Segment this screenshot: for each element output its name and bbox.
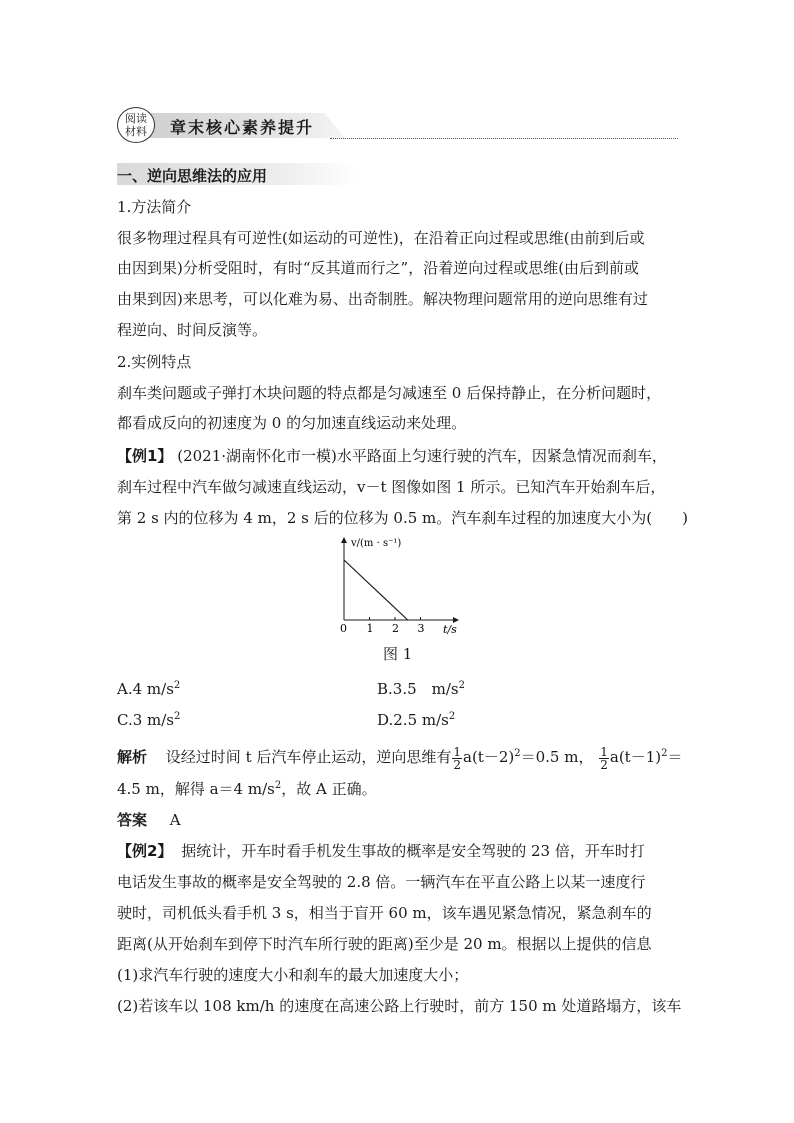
example2-line: 电话发生事故的概率是安全驾驶的 2.8 倍。一辆汽车在平直公路上以某一速度行 — [117, 873, 646, 891]
answer-line — [117, 810, 181, 830]
example1-line2: 刹车过程中汽车做匀减速直线运动，v－t 图像如图 1 所示。已知汽车开始刹车后， — [117, 478, 666, 496]
paragraph-line: 由因到果)分析受阻时，有时“反其道而行之”，沿着逆向过程或思维(由后到前或 — [117, 259, 640, 277]
option-a[interactable]: A.4 $m/s^2$ — [117, 680, 181, 698]
fraction-half: $\frac{1}{2}$ — [600, 744, 608, 772]
example1-line3: 第 2 s 内的位移为 4 m，2 s 后的位移为 0.5 m。汽车刹车过程的加速度大小为( ) — [117, 509, 688, 527]
answer-value: A — [169, 811, 181, 829]
reading-material-badge — [117, 107, 155, 143]
section-title: 一、逆向思维法的应用 — [117, 167, 268, 185]
velocity-line — [344, 560, 408, 620]
answer-label: 答案 — [117, 811, 148, 829]
option-d[interactable]: D.2.5 $m/s^2$ — [377, 711, 456, 729]
page-title: 章末核心素养提升 — [170, 118, 315, 137]
analysis-line1: 解析 设经过时间 t 后汽车停止运动，逆向思维有 $\frac{1}{2}$ $a(t-2)^2=0.5$ m， $\frac{1}{2}$ $a(t-1)^2=$ — [117, 744, 683, 772]
paragraph-line: 很多物理过程具有可逆性(如运动的可逆性)，在沿着正向过程或思维(由前到后或 — [117, 229, 645, 247]
paragraph-line: 由果到因)来思考，可以化难为易、出奇制胜。解决物理问题常用的逆向思维有过 — [117, 290, 648, 308]
subheading-method: 1.方法简介 — [117, 198, 192, 216]
analysis-label: 解析 — [117, 748, 148, 766]
vt-graph — [325, 532, 475, 642]
badge-line1: 阅读 — [125, 112, 147, 125]
example1-text: 水平路面上匀速行驶的汽车，因紧急情况而刹车， — [336, 447, 667, 465]
example2-question2: (2)若该车以 108 km/h 的速度在高速公路上行驶时，前方 150 m 处道路塌方，该车 — [117, 997, 682, 1015]
example2-line: 驶时，司机低头看手机 3 s，相当于盲开 60 m，该车遇见紧急情况，紧急刹车的 — [117, 904, 652, 922]
option-b[interactable]: B.3.5 $m/s^2$ — [377, 680, 465, 698]
x-tick-label: 0 — [340, 622, 347, 635]
y-axis-label: v/(m · s⁻¹) — [351, 538, 402, 549]
x-axis-label: t/s — [443, 623, 457, 636]
example1-tag: 【例1】 — [117, 447, 173, 465]
paragraph-line: 刹车类问题或子弹打木块问题的特点都是匀减速至 0 后保持静止，在分析问题时， — [117, 384, 662, 402]
example2-question1: (1)求汽车行驶的速度大小和刹车的最大加速度大小； — [117, 966, 469, 984]
badge-line2: 材料 — [125, 125, 147, 138]
x-tick-label: 2 — [392, 622, 399, 635]
subheading-features: 2.实例特点 — [117, 353, 192, 371]
x-tick-label: 1 — [366, 622, 374, 635]
fraction-half: $\frac{1}{2}$ — [453, 744, 462, 772]
paragraph-line: 程逆向、时间反演等。 — [117, 321, 268, 339]
paragraph-line: 都看成反向的初速度为 0 的匀加速直线运动来处理。 — [117, 414, 467, 432]
header-divider — [330, 138, 678, 139]
example2-line1: 【例2】 据统计，开车时看手机发生事故的概率是安全驾驶的 23 倍，开车时打 — [117, 842, 645, 860]
analysis-line2: 4.5 m，解得 a＝4 $m/s^2$，故 A 正确。 — [117, 780, 377, 798]
example2-tag: 【例2】 — [117, 842, 173, 860]
example1-source: (2021·湖南怀化市一模) — [177, 447, 337, 465]
option-c[interactable]: C.3 $m/s^2$ — [117, 711, 181, 729]
example2-line: 距离(从开始刹车到停下时汽车所行驶的距离)至少是 20 m。根据以上提供的信息 — [117, 935, 652, 953]
figure-caption: 图 1 — [383, 645, 413, 663]
x-tick-label: 3 — [417, 622, 425, 635]
example1-line1 — [117, 446, 667, 466]
